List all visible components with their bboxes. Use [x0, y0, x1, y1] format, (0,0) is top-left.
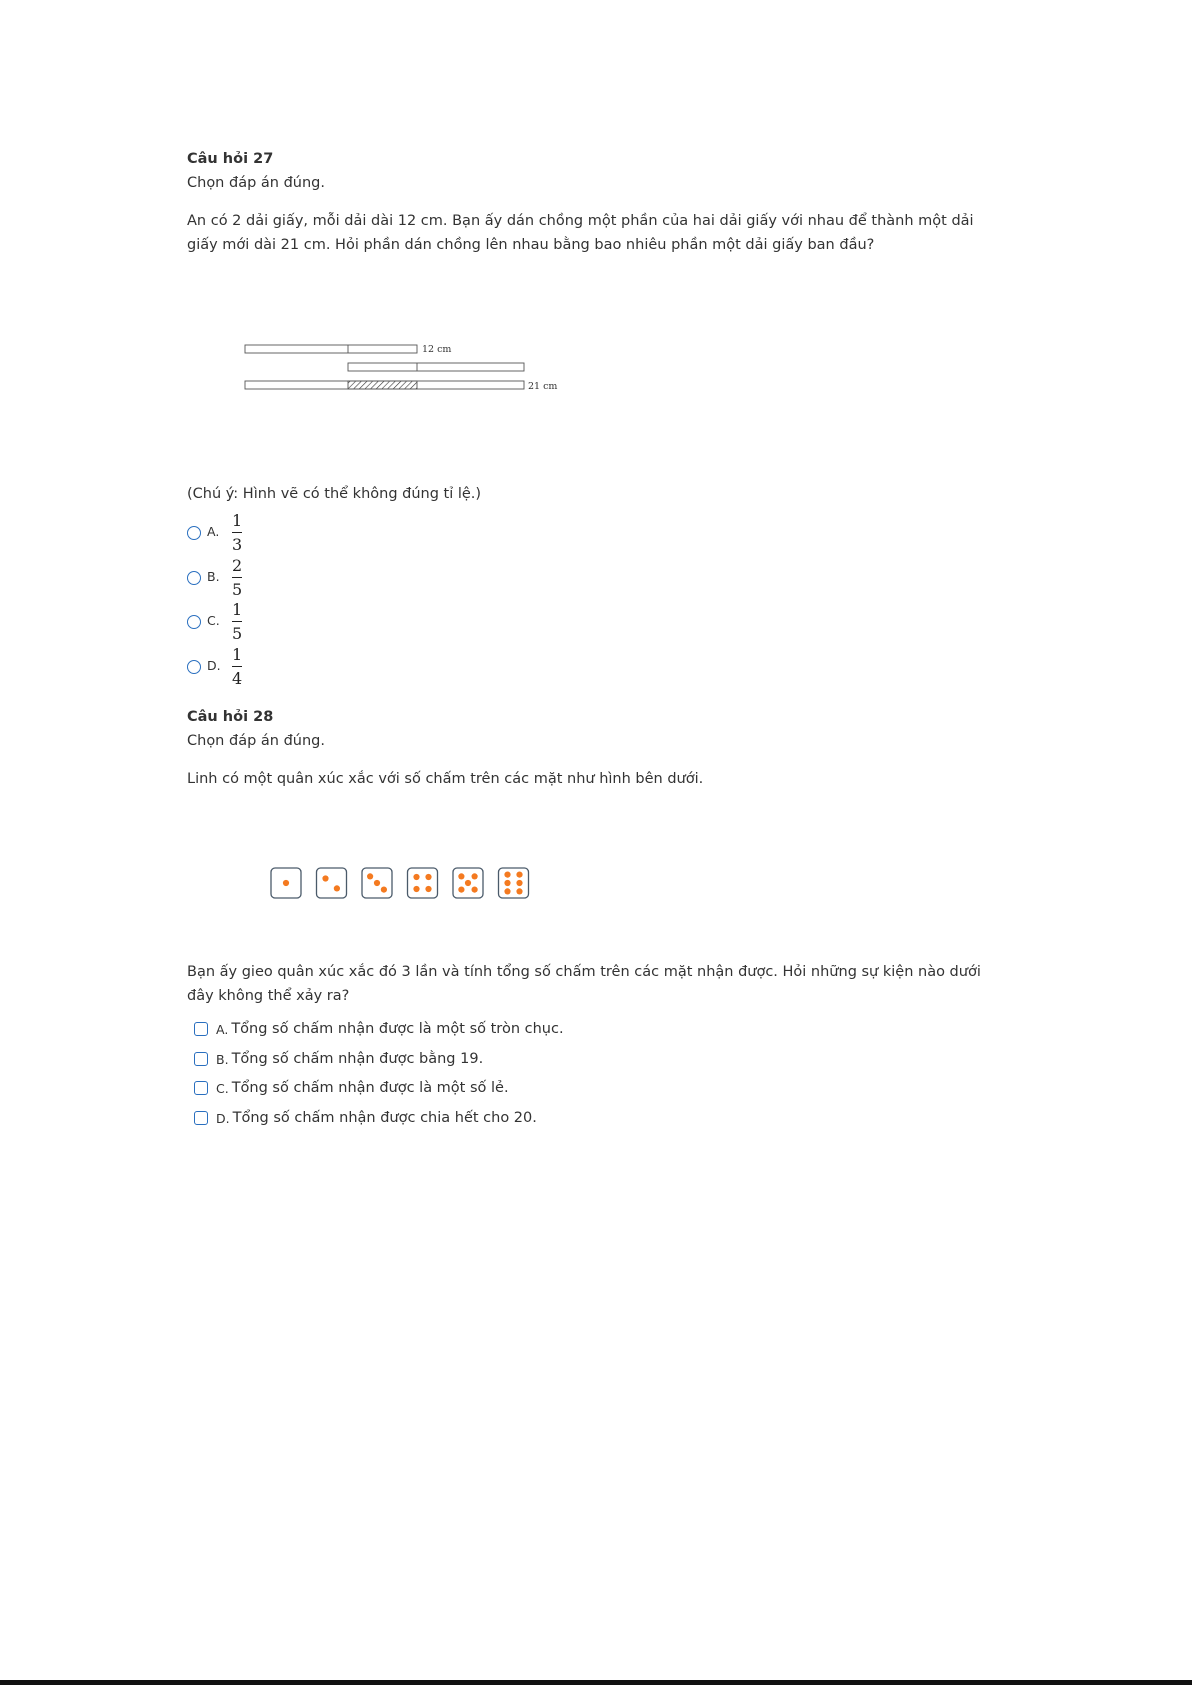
paper-strips-figure: [240, 338, 570, 398]
label-21cm: 21 cm: [528, 381, 558, 392]
die-pip: [472, 887, 478, 893]
dice-faces-figure: [270, 866, 540, 902]
question-text: Linh có một quân xúc xắc với số chấm trên các mặt như hình bên dưới.: [187, 771, 704, 787]
fraction: [232, 600, 242, 643]
die-face-4: [408, 868, 438, 898]
die-pip: [381, 887, 387, 893]
option-text: Tổng số chấm nhận được là một số tròn chục.: [231, 1021, 564, 1037]
die-pip: [504, 880, 510, 886]
strip-2: [348, 363, 524, 371]
denominator: 5: [232, 580, 243, 599]
die-face-3: [362, 868, 392, 898]
option-letter: C.: [207, 613, 220, 628]
question-text: An có 2 dải giấy, mỗi dải dài 12 cm. Bạn ấy dán chồng một phần của hai dải giấy với nhau để thành một dải giấy mới dài 21 cm. Hỏi phần dán chồng lên nhau bằng bao nhiêu phần một dải giấy ban đầu?: [187, 213, 974, 253]
die-pip: [425, 874, 431, 880]
die-pip: [283, 880, 289, 886]
radio-button[interactable]: [187, 526, 201, 540]
question-28-prompt: [187, 960, 1007, 1008]
fraction: [232, 511, 242, 554]
die-pip: [504, 888, 510, 894]
figure-note: (Chú ý: Hình vẽ có thể không đúng tỉ lệ.): [187, 486, 482, 502]
radio-button[interactable]: [187, 660, 201, 674]
die-pip: [458, 887, 464, 893]
page-bottom-edge: [0, 1680, 1192, 1685]
question-title: Câu hỏi 27: [187, 151, 274, 167]
numerator: 1: [232, 511, 243, 530]
fraction: [232, 556, 242, 599]
die-face-5: [453, 868, 483, 898]
strip-1: [245, 345, 417, 353]
numerator: 1: [232, 645, 243, 664]
question-title: Câu hỏi 28: [187, 709, 274, 725]
question-27: [187, 149, 1007, 257]
denominator: 4: [232, 669, 243, 688]
die-pip: [516, 880, 522, 886]
die-pip: [516, 872, 522, 878]
option-letter: B.: [216, 1051, 229, 1067]
question-prompt: Bạn ấy gieo quân xúc xắc đó 3 lần và tính tổng số chấm trên các mặt nhận được. Hỏi những sự kiện nào dưới đây không thể xảy ra?: [187, 964, 981, 1004]
die-pip: [425, 886, 431, 892]
fraction: [232, 645, 242, 688]
checkbox[interactable]: [194, 1052, 208, 1066]
option-b[interactable]: [194, 1048, 483, 1070]
option-letter: C.: [216, 1080, 229, 1096]
die-pip: [413, 886, 419, 892]
checkbox[interactable]: [194, 1081, 208, 1095]
checkbox[interactable]: [194, 1022, 208, 1036]
option-letter: D.: [216, 1110, 230, 1126]
die-pip: [374, 880, 380, 886]
option-c[interactable]: [194, 1077, 509, 1099]
denominator: 3: [232, 535, 243, 554]
die-face-2: [317, 868, 347, 898]
die-pip: [504, 872, 510, 878]
option-text: Tổng số chấm nhận được bằng 19.: [231, 1051, 484, 1067]
die-pip: [334, 885, 340, 891]
radio-button[interactable]: [187, 571, 201, 585]
die-pip: [472, 873, 478, 879]
overlap-hatched: [348, 381, 417, 389]
numerator: 1: [232, 600, 243, 619]
question-instruction: Chọn đáp án đúng.: [187, 175, 325, 191]
question-instruction: Chọn đáp án đúng.: [187, 733, 325, 749]
die-pip: [516, 888, 522, 894]
numerator: 2: [232, 556, 243, 575]
option-letter: D.: [207, 658, 221, 673]
question-28: [187, 707, 1007, 791]
checkbox[interactable]: [194, 1111, 208, 1125]
option-letter: A.: [216, 1021, 229, 1037]
denominator: 5: [232, 624, 243, 643]
die-face-6: [499, 868, 529, 898]
die-face-1: [271, 868, 301, 898]
option-a[interactable]: [194, 1018, 564, 1040]
option-letter: A.: [207, 524, 220, 539]
option-text: Tổng số chấm nhận được là một số lẻ.: [231, 1080, 509, 1096]
die-pip: [367, 873, 373, 879]
die-pip: [465, 880, 471, 886]
option-letter: B.: [207, 569, 220, 584]
radio-button[interactable]: [187, 615, 201, 629]
option-d[interactable]: [194, 1107, 537, 1129]
option-text: Tổng số chấm nhận được chia hết cho 20.: [232, 1110, 537, 1126]
die-pip: [458, 873, 464, 879]
die-pip: [413, 874, 419, 880]
label-12cm: 12 cm: [422, 344, 452, 355]
die-pip: [322, 875, 328, 881]
